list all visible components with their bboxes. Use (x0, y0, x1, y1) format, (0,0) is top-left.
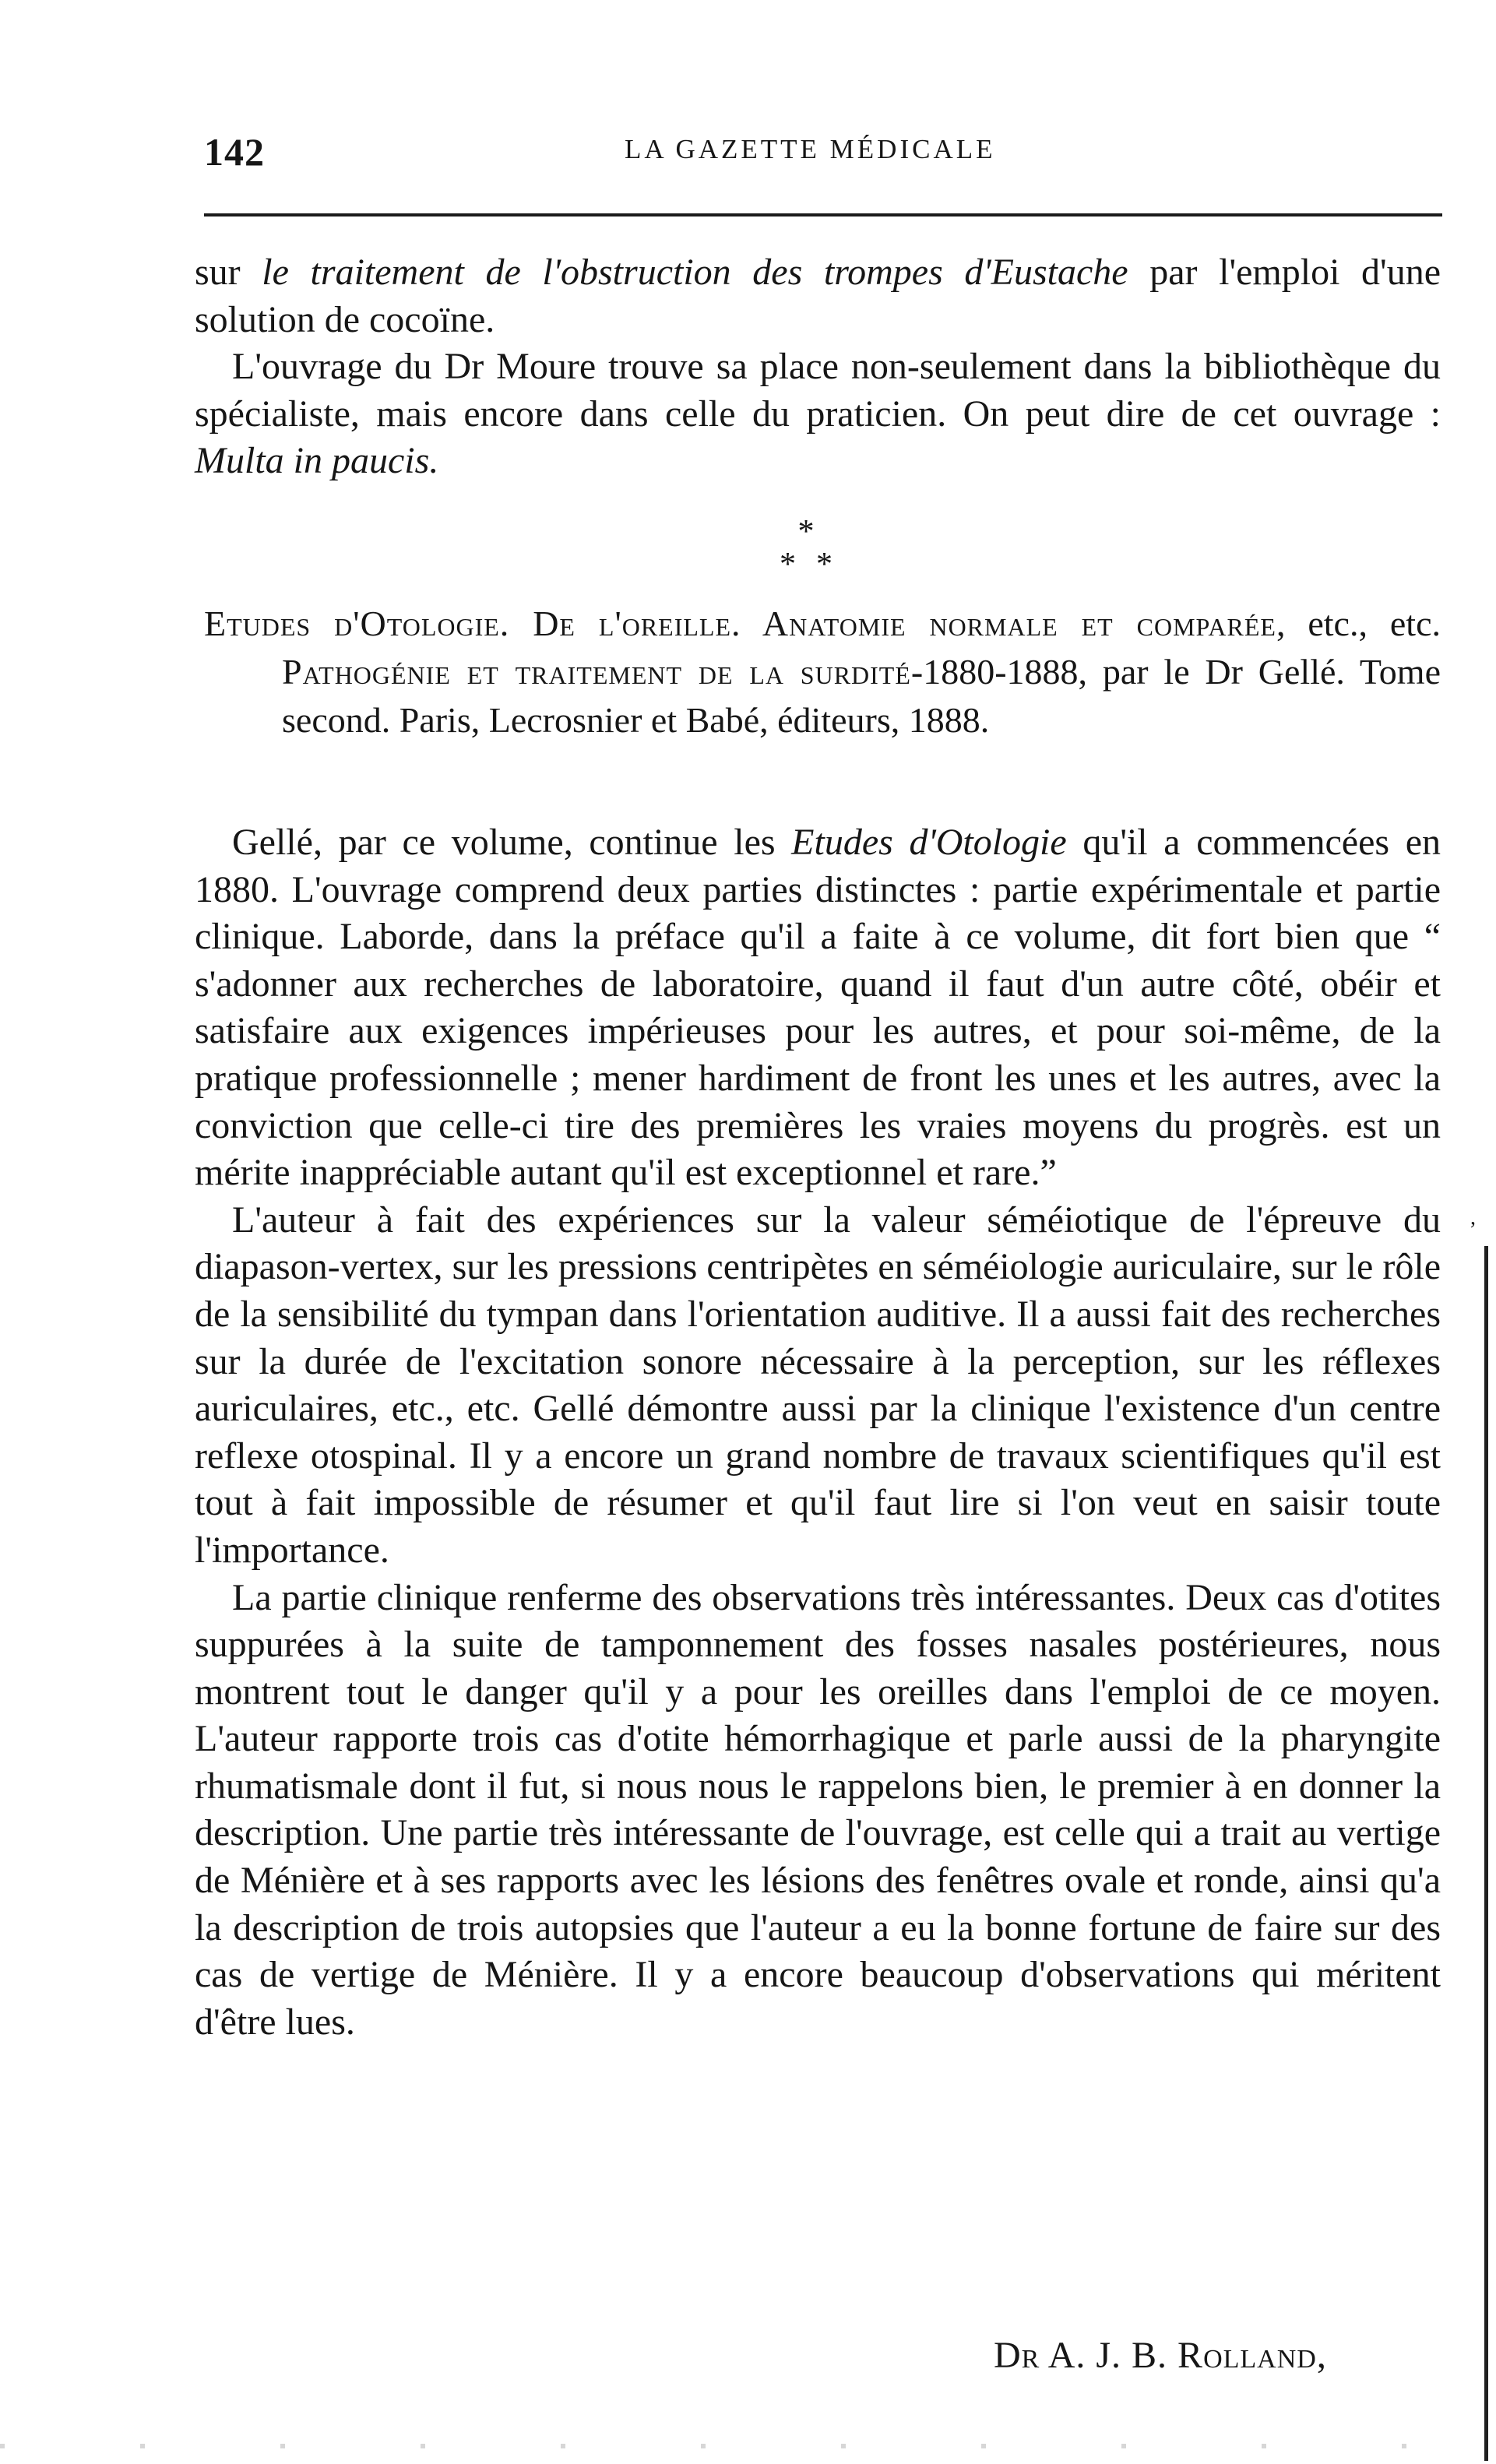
book-entry-heading (204, 600, 1441, 744)
previous-review-ending (195, 249, 1441, 485)
entry-text: , etc., etc. (1276, 604, 1441, 643)
paragraph-text: Gellé, par ce volume, continue les (232, 822, 792, 863)
author-signature (994, 2334, 1327, 2377)
page-header (204, 123, 1441, 178)
entry-title: Etudes d'Otologie. De l'oreille. Anatomie normale et comparée (204, 604, 1276, 643)
paragraph-text: sur (195, 252, 262, 293)
margin-mark: , (1470, 1206, 1476, 1230)
paragraph-clinical: La partie clinique renferme des observations très intéressantes. Deux cas d'otites suppurées à la suite de tamponnement des fosses nasales postérieures, nous montrent tout le danger qu'il y a pour les oreilles dans l'emploi de ce moyen. L'auteur rapporte trois cas d'otite hémorrhagique et parle aussi de la pharyngite rhumatismale dont il fut, si nous nous le rappelons bien, le premier à en donner la description. Une partie très intéressante de l'ouvrage, est celle qui a trait au vertige de Ménière et à ses rapports avec les lésions des fenêtres ovale et ronde, ainsi qu'a la description de trois autopsies que l'auteur a eu la bonne fortune de faire sur des cas de vertige de Ménière. Il y a encore beaucoup d'observations qui méritent d'être lues. (195, 1576, 1441, 2043)
header-rule (204, 213, 1442, 216)
book-title-italic: Etudes d'Otologie (791, 822, 1067, 863)
paragraph-cocaine (195, 249, 1441, 343)
entry-publication: -1880-1888, par le Dr Gellé. Tome second. Paris, Lecrosnier et Babé, éditeurs, 1888. (282, 652, 1441, 740)
page-number: 142 (204, 130, 265, 174)
running-title: LA GAZETTE MÉDICALE (625, 134, 996, 164)
bottom-edge-marks (0, 2444, 1496, 2448)
asterism-separator (752, 516, 861, 586)
signature-text: Dr A. J. B. Rolland, (994, 2335, 1327, 2376)
paragraph-experiments: L'auteur à fait des expériences sur la valeur séméiotique de l'épreuve du diapason-vertex, sur les pressions centripètes en séméiologie auriculaire, sur le rôle de la sensibilité du tympan dans l'orientation auditive. Il a aussi fait des recherches sur la durée de l'excitation sonore nécessaire à la perception, sur les réflexes auriculaires, etc., etc. Gellé démontre aussi par la clinique l'existence d'un centre reflexe otospinal. Il y a encore un grand nombre de travaux scientifiques qu'il est tout à fait impossible de résumer et qu'il faut lire si l'on veut en saisir toute l'importance. (195, 1199, 1441, 1571)
entry-subtitle: Pathogénie et traitement de la surdité (282, 652, 911, 692)
latin-phrase-italic: Multa in paucis. (195, 440, 439, 482)
paragraph-text: L'ouvrage du Dr Moure trouve sa place non-seulement dans la bibliothèque du spécialiste, mais encore dans celle du praticien. On peut dire de cet ouvrage : (195, 346, 1441, 435)
paragraph-text: qu'il a commencées en 1880. L'ouvrage comprend deux parties distinctes : partie expérimentale et partie clinique. Laborde, dans la préface qu'il a faite à ce volume, dit fort bien que “ s'adonner aux recherches de laboratoire, quand il faut d'un autre côté, obéir et satisfaire aux exigences impérieuses pour les autres, et pour soi-même, de la pratique professionnelle ; mener hardiment de front les unes et les autres, avec la conviction que celle-ci tire des premières les vraies moyens du progrès. est un mérite inappréciable autant qu'il est exceptionnel et rare.” (195, 822, 1441, 1194)
paragraph-gelle-volume (195, 819, 1441, 1197)
review-body (195, 819, 1441, 2046)
paragraph-text: par l'emploi d'une solution de cocoïne. (195, 252, 1441, 340)
bibliographic-entry (204, 600, 1441, 744)
paragraph-moure (195, 343, 1441, 485)
book-title-italic: le traitement de l'obstruction des trompes d'Eustache (262, 252, 1128, 293)
asterism-top: * (797, 514, 815, 550)
asterism-bottom: ** (780, 547, 853, 583)
page-edge-shadow (1484, 1246, 1488, 2461)
